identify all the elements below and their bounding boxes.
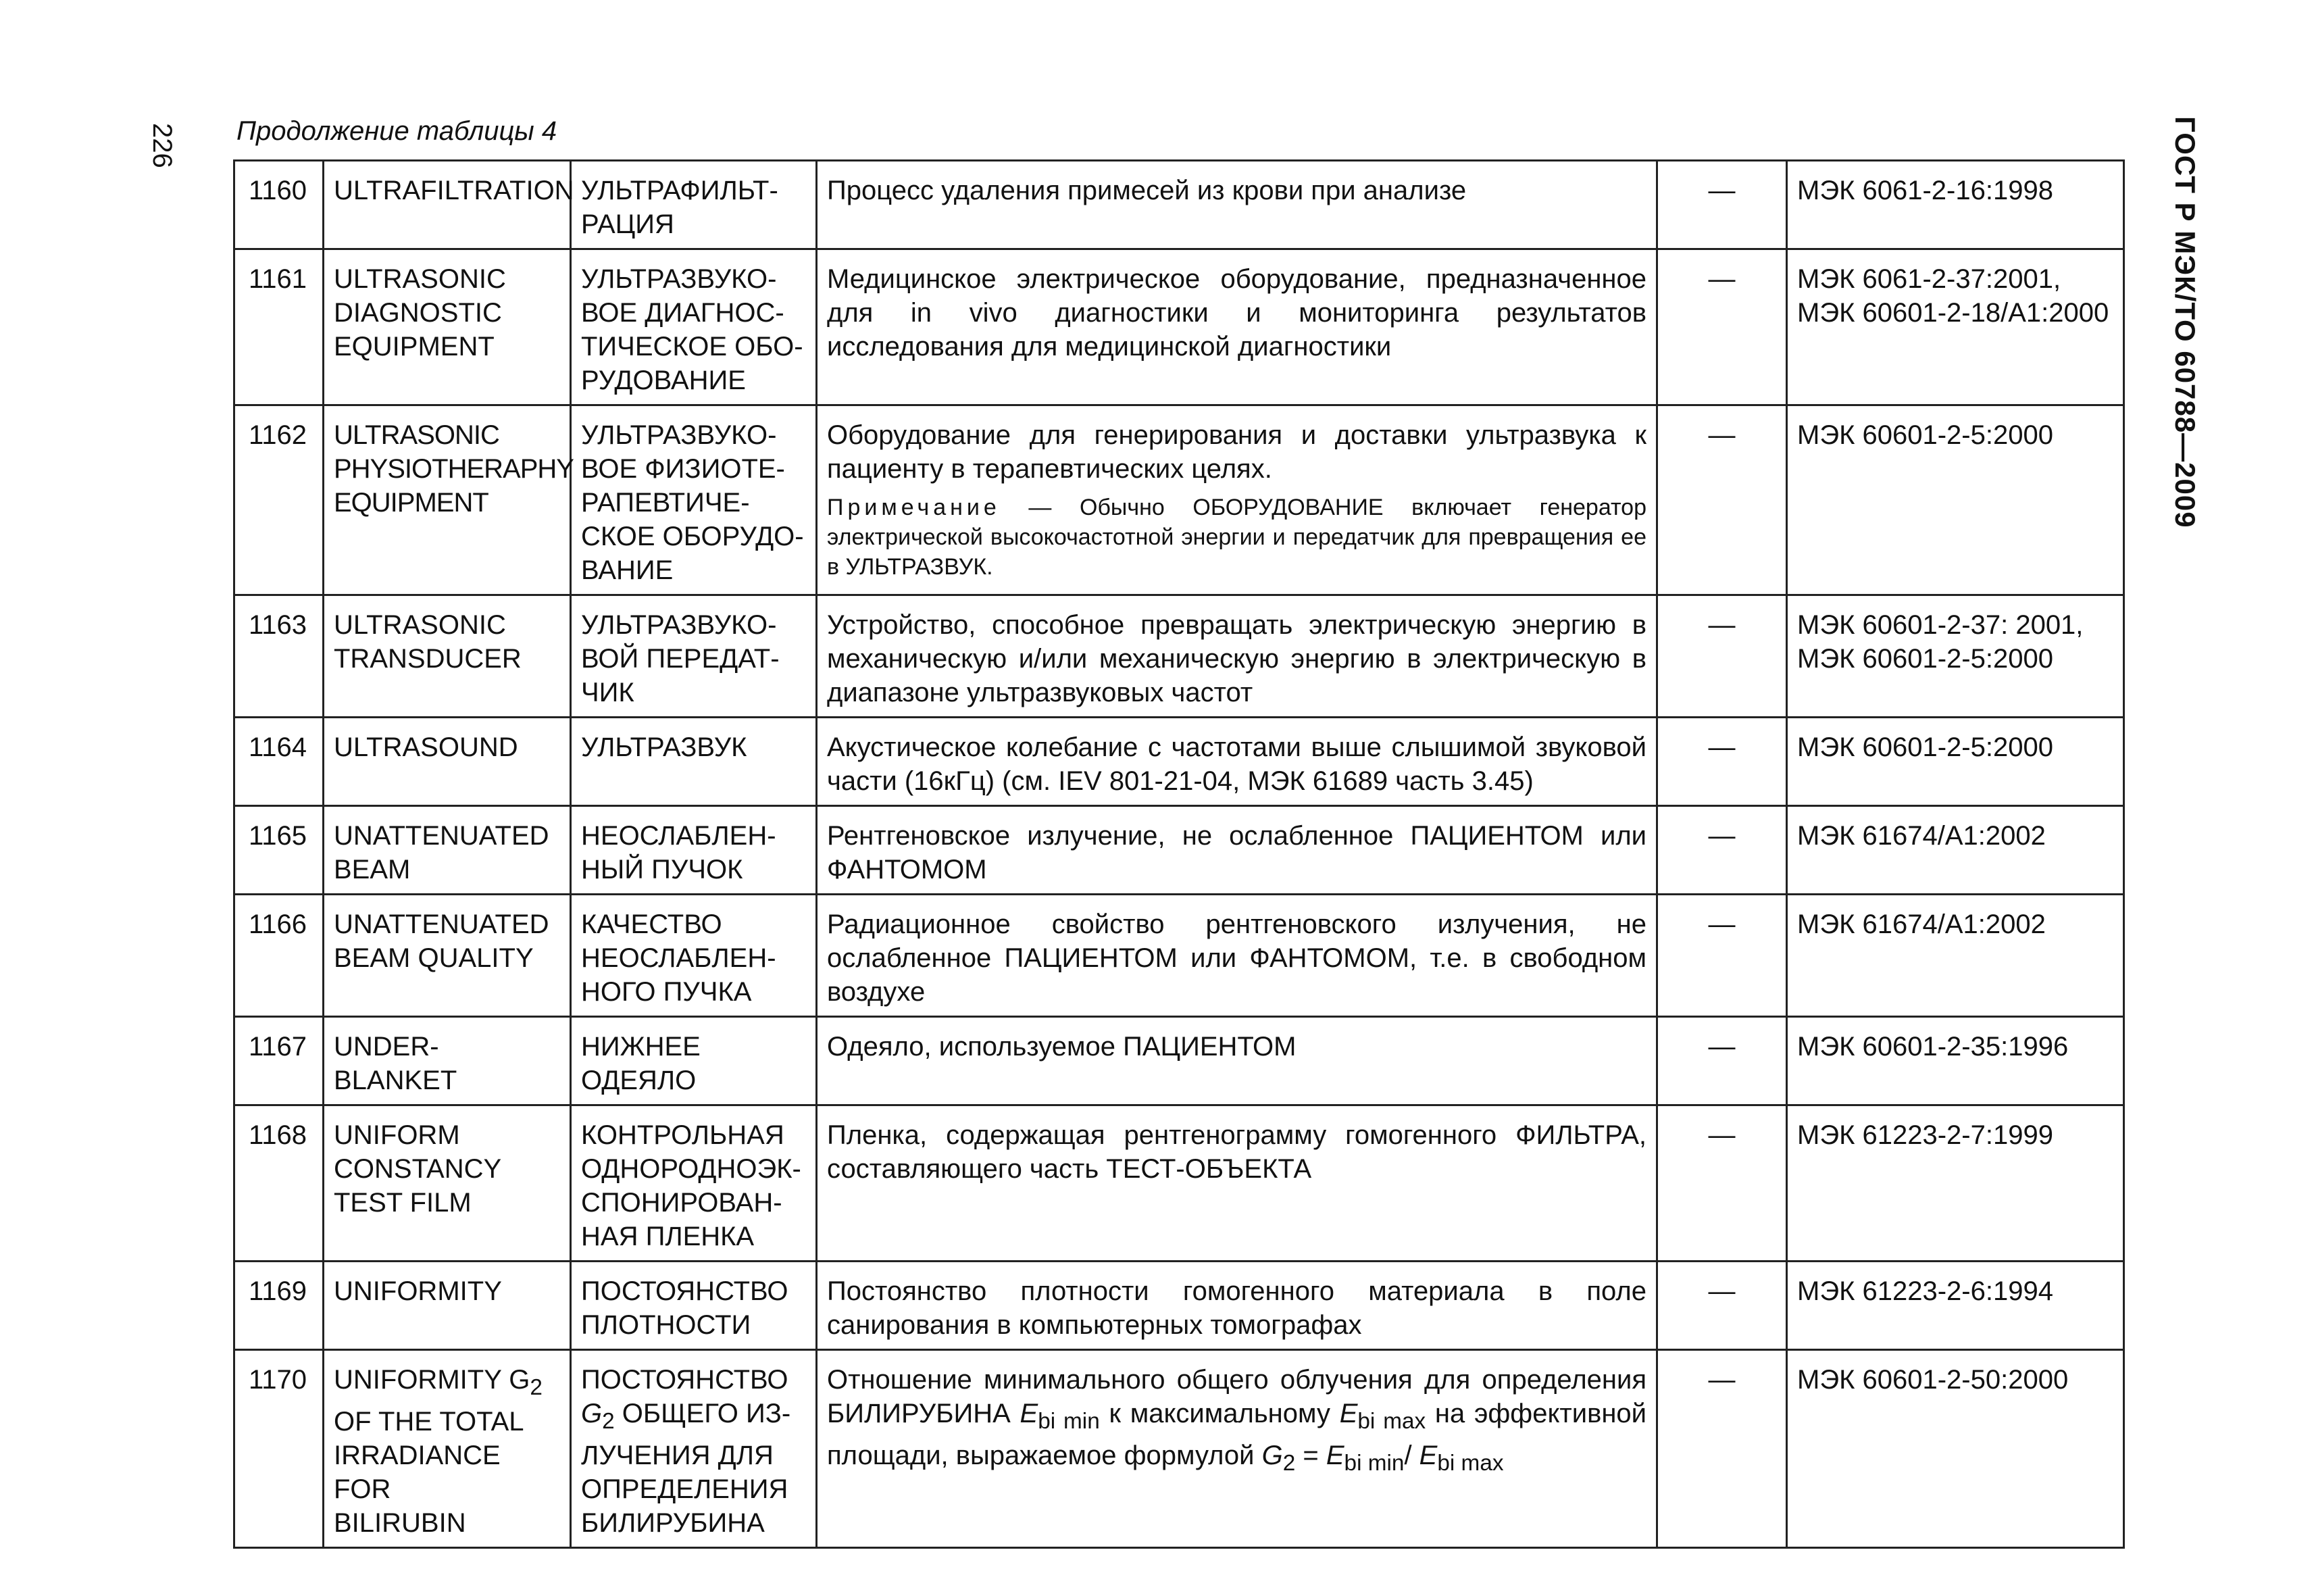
definition-cell: [817, 1105, 1657, 1262]
term-number: 1166: [249, 909, 307, 939]
definition-text: Акустическое колебание с частотами выше слышимой звуковой части (16кГц) (см. IEV 801-21-04, МЭК 61689 часть 3.45): [827, 732, 1646, 796]
english-term-line: ULTRASONIC: [334, 420, 499, 450]
source-reference: МЭК 6061-2-16:1998: [1797, 176, 2053, 205]
definition-text: /: [1404, 1441, 1419, 1470]
term-number-cell: [234, 1262, 324, 1350]
subscript: bi min: [1344, 1451, 1405, 1476]
english-term-line: BEAM QUALITY: [334, 943, 534, 973]
russian-term-line: УЛЬТРАЗВУК: [581, 732, 747, 762]
page-number: 226: [147, 123, 177, 168]
english-term-line: PHYSIOTHERAPHY: [334, 454, 574, 484]
table-body: [234, 161, 2124, 1548]
subscript: bi max: [1357, 1409, 1426, 1434]
russian-term-cell: [571, 1350, 817, 1548]
russian-term-cell: [571, 161, 817, 249]
definition-text: Пленка, содержащая рентгенограмму гомогенного ФИЛЬТРА, составляющего часть ТЕСТ-ОБЪЕКТА: [827, 1120, 1646, 1184]
abbreviation-cell: [1657, 1350, 1787, 1548]
term-number-cell: [234, 718, 324, 806]
russian-term-line: ЧИК: [581, 678, 634, 707]
term-number-cell: [234, 806, 324, 895]
term-number: 1169: [249, 1276, 307, 1306]
source-reference-cell: [1787, 718, 2124, 806]
term-number-cell: [234, 161, 324, 249]
definition-text: Отношение минимального общего облучения для определения БИЛИРУБИНА: [827, 1365, 1646, 1428]
source-reference-cell: [1787, 249, 2124, 405]
term-number: 1165: [249, 821, 307, 851]
subscript: 2: [1282, 1451, 1296, 1476]
english-term-line: ULTRASONIC: [334, 610, 506, 640]
russian-term-line: УЛЬТРАЗВУКО-: [581, 610, 777, 640]
source-reference: МЭК 60601-2-5:2000: [1797, 732, 2053, 762]
english-term-cell: [324, 1017, 571, 1105]
english-term-line: UNIFORM: [334, 1120, 460, 1150]
english-term-cell: [324, 595, 571, 718]
source-reference-cell: [1787, 806, 2124, 895]
russian-term-cell: [571, 1105, 817, 1262]
source-reference: МЭК 61674/A1:2002: [1797, 821, 2046, 851]
abbreviation-cell: [1657, 1017, 1787, 1105]
english-term-cell: [324, 1262, 571, 1350]
russian-term-line: НАЯ ПЛЕНКА: [581, 1222, 755, 1251]
russian-term-line: РАЦИЯ: [581, 209, 674, 239]
russian-term-line: УЛЬТРАЗВУКО-: [581, 264, 777, 294]
term-number: 1164: [249, 732, 307, 762]
definition-text: Радиационное свойство рентгеновского излучения, не ослабленное ПАЦИЕНТОМ или ФАНТОМОМ, т.е. в свободном воздухе: [827, 909, 1646, 1007]
definition-text: Процесс удаления примесей из крови при анализе: [827, 176, 1467, 205]
dash-placeholder: —: [1708, 176, 1736, 205]
definition-text: Устройство, способное превращать электрическую энергию в механическую и/или механическую энергию в электрическую в диапазоне ультразвуковых частот: [827, 610, 1646, 707]
table-row: [234, 405, 2124, 595]
definition-cell: [817, 1350, 1657, 1548]
term-number-cell: [234, 405, 324, 595]
formula-symbol: E: [1419, 1441, 1438, 1470]
russian-term-line: НЕОСЛАБЛЕН-: [581, 943, 776, 973]
definition-cell: [817, 895, 1657, 1017]
abbreviation-cell: [1657, 595, 1787, 718]
russian-term-line: СКОЕ ОБОРУДО-: [581, 522, 804, 551]
dash-placeholder: —: [1708, 1276, 1736, 1306]
russian-term-cell: [571, 1017, 817, 1105]
definition-text: Постоянство плотности гомогенного материала в поле санирования в компьютерных томографах: [827, 1276, 1646, 1340]
english-term-line: TRANSDUCER: [334, 644, 522, 674]
russian-term-line: РАПЕВТИЧЕ-: [581, 488, 750, 518]
russian-term-line: ПОСТОЯНСТВО: [581, 1365, 788, 1395]
source-reference: МЭК 60601-2-37: 2001,: [1797, 610, 2084, 640]
russian-term-line: ВОЕ ФИЗИОТЕ-: [581, 454, 785, 484]
russian-term-cell: [571, 806, 817, 895]
dash-placeholder: —: [1708, 821, 1736, 851]
table-caption: Продолжение таблицы 4: [236, 116, 557, 146]
definition-cell: [817, 249, 1657, 405]
russian-term-line: УЛЬТРАЗВУКО-: [581, 420, 777, 450]
russian-term-cell: [571, 1262, 817, 1350]
abbreviation-cell: [1657, 806, 1787, 895]
source-reference: МЭК 60601-2-35:1996: [1797, 1032, 2069, 1062]
russian-term-line: НОГО ПУЧКА: [581, 977, 752, 1007]
dash-placeholder: —: [1708, 909, 1736, 939]
russian-term-line: ТИЧЕСКОЕ ОБО-: [581, 332, 803, 361]
source-reference: МЭК 61674/A1:2002: [1797, 909, 2046, 939]
source-reference-cell: [1787, 1017, 2124, 1105]
definition-cell: [817, 718, 1657, 806]
abbreviation-cell: [1657, 161, 1787, 249]
source-reference: МЭК 60601-2-5:2000: [1797, 644, 2053, 674]
english-term-line: ULTRASONIC: [334, 264, 506, 294]
dash-placeholder: —: [1708, 1032, 1736, 1062]
russian-term-line: КАЧЕСТВО: [581, 909, 722, 939]
table-row: [234, 595, 2124, 718]
english-term-line: UNATTENUATED: [334, 821, 549, 851]
russian-term-line: ВОЕ ДИАГНОС-: [581, 298, 784, 328]
term-number-cell: [234, 1350, 324, 1548]
definition-cell: [817, 405, 1657, 595]
definition-text: на эффективной площади, выражаемое формулой: [827, 1399, 1646, 1470]
english-term-line: [334, 1363, 560, 1405]
source-reference: МЭК 61223-2-7:1999: [1797, 1120, 2053, 1150]
english-term-cell: [324, 718, 571, 806]
russian-term-text: ОБЩЕГО ИЗ-: [622, 1399, 791, 1428]
definition-note: [827, 493, 1646, 582]
source-reference-cell: [1787, 405, 2124, 595]
russian-term-cell: [571, 718, 817, 806]
russian-term-line: ОПРЕДЕЛЕНИЯ: [581, 1474, 788, 1504]
russian-term-line: ВОЙ ПЕРЕДАТ-: [581, 644, 780, 674]
source-reference: МЭК 60601-2-50:2000: [1797, 1365, 2069, 1395]
dash-placeholder: —: [1708, 420, 1736, 450]
definition-text: Одеяло, используемое ПАЦИЕНТОМ: [827, 1032, 1297, 1062]
russian-term-line: КОНТРОЛЬНАЯ: [581, 1120, 784, 1150]
abbreviation-cell: [1657, 1105, 1787, 1262]
english-term-line: EQUIPMENT: [334, 488, 488, 518]
definition-cell: [817, 161, 1657, 249]
english-term-text: UNIFORMITY G: [334, 1365, 530, 1395]
source-reference-cell: [1787, 895, 2124, 1017]
formula-symbol: G: [581, 1399, 603, 1428]
term-number-cell: [234, 1105, 324, 1262]
russian-term-line: УЛЬТРАФИЛЬТ-: [581, 176, 778, 205]
definition-text: Оборудование для генерирования и доставки ультразвука к пациенту в терапевтических целях.: [827, 420, 1646, 484]
english-term-line: CONSTANCY: [334, 1154, 502, 1184]
russian-term-line: НЕОСЛАБЛЕН-: [581, 821, 776, 851]
definition-cell: [817, 1262, 1657, 1350]
term-number-cell: [234, 1017, 324, 1105]
definition-cell: [817, 806, 1657, 895]
formula-symbol: G: [1261, 1441, 1283, 1470]
term-number: 1163: [249, 610, 307, 640]
definition-text: к максимальному: [1099, 1399, 1340, 1428]
source-reference-cell: [1787, 1262, 2124, 1350]
table-row: [234, 1262, 2124, 1350]
definition-text: Рентгеновское излучение, не ослабленное ПАЦИЕНТОМ или ФАНТОМОМ: [827, 821, 1646, 884]
definition-text: Медицинское электрическое оборудование, предназначенное для in vivo диагностики и мониторинга результатов исследования для медицинской диагностики: [827, 264, 1646, 361]
english-term-line: UNIFORMITY: [334, 1276, 502, 1306]
english-term-cell: [324, 1350, 571, 1548]
dash-placeholder: —: [1708, 610, 1736, 640]
russian-term-line: ОДНОРОДНОЭК-: [581, 1154, 801, 1184]
term-number: 1168: [249, 1120, 307, 1150]
term-number: 1162: [249, 420, 307, 450]
english-term-cell: [324, 1105, 571, 1262]
english-term-line: DIAGNOSTIC: [334, 298, 502, 328]
definition-cell: [817, 1017, 1657, 1105]
english-term-line: BEAM: [334, 855, 411, 884]
abbreviation-cell: [1657, 405, 1787, 595]
russian-term-cell: [571, 595, 817, 718]
dash-placeholder: —: [1708, 732, 1736, 762]
english-term-line: TEST FILM: [334, 1188, 472, 1218]
source-reference-cell: [1787, 1350, 2124, 1548]
russian-term-line: СПОНИРОВАН-: [581, 1188, 782, 1218]
table-row: [234, 161, 2124, 249]
russian-term-line: ЛУЧЕНИЯ ДЛЯ: [581, 1441, 774, 1470]
russian-term-line: ВАНИЕ: [581, 555, 674, 585]
term-number-cell: [234, 895, 324, 1017]
note-label: Примечание: [827, 495, 1001, 520]
table-row: [234, 718, 2124, 806]
abbreviation-cell: [1657, 1262, 1787, 1350]
russian-term-line: ОДЕЯЛО: [581, 1066, 697, 1095]
note-text: — Обычно ОБОРУДОВАНИЕ включает генератор электрической высокочастотной энергии и передатчик для превращения ее в УЛЬТРАЗВУК.: [827, 495, 1646, 580]
russian-term-cell: [571, 249, 817, 405]
terms-table: [233, 159, 2125, 1549]
english-term-line: UNDER-BLANKET: [334, 1032, 457, 1095]
subscript: 2: [602, 1409, 615, 1434]
subscript: 2: [530, 1375, 543, 1400]
russian-term-line: ПОСТОЯНСТВО: [581, 1276, 788, 1306]
english-term-line: ULTRAFILTRATION: [334, 176, 574, 205]
english-term-line: OF THE TOTAL: [334, 1407, 524, 1437]
english-term-line: BILIRUBIN: [334, 1508, 466, 1538]
russian-term-line: [581, 1397, 806, 1439]
source-reference: МЭК 61223-2-6:1994: [1797, 1276, 2053, 1306]
term-number: 1161: [249, 264, 307, 294]
term-number: 1167: [249, 1032, 307, 1062]
russian-term-line: РУДОВАНИЕ: [581, 366, 746, 395]
term-number: 1160: [249, 176, 307, 205]
russian-term-cell: [571, 405, 817, 595]
document-title: ГОСТ Р МЭК/ТО 60788—2009: [2169, 116, 2201, 528]
russian-term-line: БИЛИРУБИНА: [581, 1508, 765, 1538]
english-term-line: UNATTENUATED: [334, 909, 549, 939]
subscript: bi min: [1038, 1409, 1100, 1434]
formula-symbol: E: [1339, 1399, 1358, 1428]
english-term-cell: [324, 249, 571, 405]
definition-cell: [817, 595, 1657, 718]
russian-term-line: ПЛОТНОСТИ: [581, 1310, 751, 1340]
english-term-cell: [324, 161, 574, 249]
definition-text: =: [1295, 1441, 1326, 1470]
english-term-line: EQUIPMENT: [334, 332, 495, 361]
russian-term-line: НЫЙ ПУЧОК: [581, 855, 743, 884]
subscript: bi max: [1437, 1451, 1504, 1476]
table-row: [234, 1350, 2124, 1548]
english-term-cell: [324, 895, 571, 1017]
source-reference-cell: [1787, 161, 2124, 249]
source-reference-cell: [1787, 1105, 2124, 1262]
abbreviation-cell: [1657, 249, 1787, 405]
english-term-line: ULTRASOUND: [334, 732, 518, 762]
table-row: [234, 895, 2124, 1017]
table-row: [234, 1105, 2124, 1262]
formula-symbol: E: [1020, 1399, 1038, 1428]
dash-placeholder: —: [1708, 1120, 1736, 1150]
table-row: [234, 1017, 2124, 1105]
source-reference: МЭК 6061-2-37:2001,: [1797, 264, 2061, 294]
abbreviation-cell: [1657, 718, 1787, 806]
russian-term-line: НИЖНЕЕ: [581, 1032, 701, 1062]
dash-placeholder: —: [1708, 1365, 1736, 1395]
english-term-cell: [324, 806, 571, 895]
term-number: 1170: [249, 1365, 307, 1395]
table-row: [234, 249, 2124, 405]
formula-symbol: E: [1326, 1441, 1344, 1470]
source-reference: МЭК 60601-2-18/A1:2000: [1797, 298, 2109, 328]
english-term-cell: [324, 405, 574, 595]
table-row: [234, 806, 2124, 895]
abbreviation-cell: [1657, 895, 1787, 1017]
english-term-line: IRRADIANCE FOR: [334, 1441, 501, 1504]
russian-term-cell: [571, 895, 817, 1017]
dash-placeholder: —: [1708, 264, 1736, 294]
term-number-cell: [234, 595, 324, 718]
term-number-cell: [234, 249, 324, 405]
source-reference: МЭК 60601-2-5:2000: [1797, 420, 2053, 450]
source-reference-cell: [1787, 595, 2124, 718]
